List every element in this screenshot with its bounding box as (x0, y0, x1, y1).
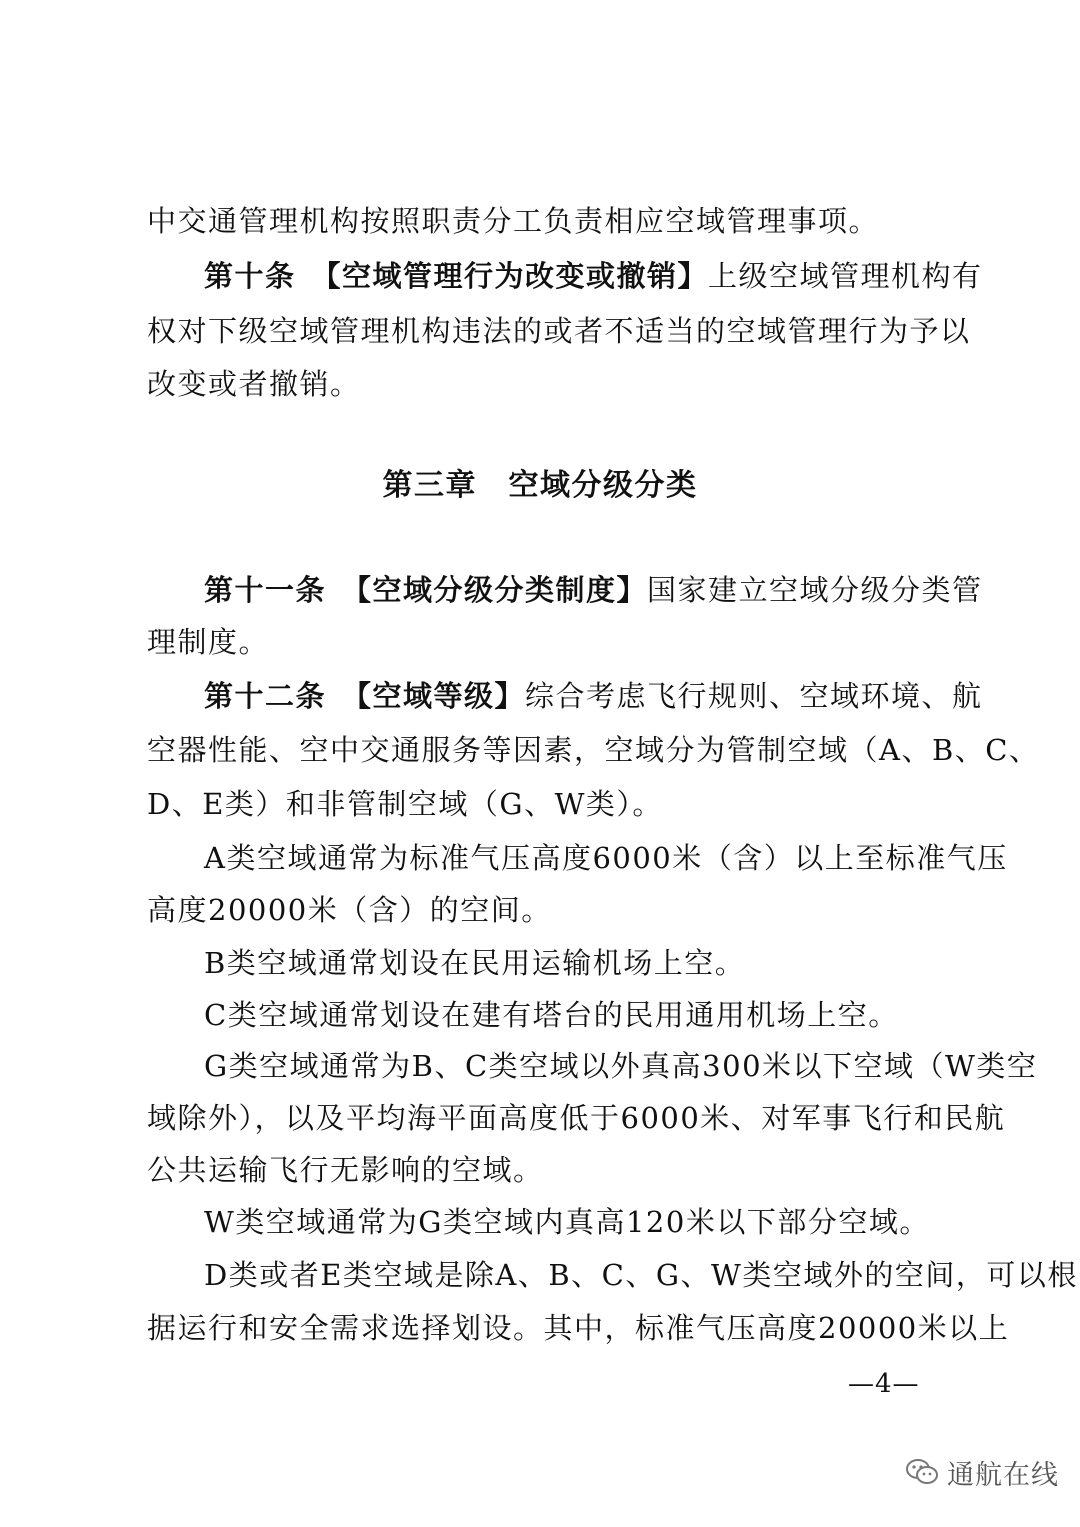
article-10-title: 第十条 【空域管理行为改变或撤销】 (204, 259, 709, 293)
paragraph-line: 据运行和安全需求选择划设。其中，标准气压高度20000米以上 (147, 1311, 1010, 1345)
watermark (905, 1452, 1059, 1492)
article-11-title: 第十一条 【空域分级分类制度】 (204, 573, 648, 607)
paragraph-line: 公共运输飞行无影响的空域。 (147, 1153, 544, 1187)
wechat-icon (905, 1457, 939, 1487)
paragraph-line: 改变或者撤销。 (147, 367, 361, 401)
paragraph-line: C类空域通常划设在建有塔台的民用通用机场上空。 (204, 998, 899, 1032)
paragraph-line: 空器性能、空中交通服务等因素，空域分为管制空域（A、B、C、 (147, 733, 1040, 767)
paragraph-line: G类空域通常为B、C类空域以外真高300米以下空域（W类空 (204, 1049, 1038, 1083)
paragraph-line: A类空域通常为标准气压高度6000米（含）以上至标准气压 (204, 841, 1008, 875)
paragraph-line: 中交通管理机构按照职责分工负责相应空域管理事项。 (147, 204, 880, 238)
article-10-line (204, 256, 983, 296)
watermark-text: 通航在线 (947, 1459, 1059, 1491)
article-11-text: 国家建立空域分级分类管 (647, 573, 983, 607)
article-11-line (204, 570, 983, 610)
chapter-heading: 第三章 空域分级分类 (382, 468, 698, 503)
article-12-title: 第十二条 【空域等级】 (204, 679, 526, 713)
paragraph-line: 理制度。 (147, 625, 270, 659)
paragraph-line: 高度20000米（含）的空间。 (147, 893, 552, 927)
article-10-text: 上级空域管理机构有 (708, 259, 983, 293)
paragraph-line: D类或者E类空域是除A、B、C、G、W类空域外的空间，可以根 (204, 1258, 1078, 1292)
page-number: —4— (848, 1369, 920, 1399)
paragraph-line: D、E类）和非管制空域（G、W类）。 (147, 787, 663, 821)
paragraph-line: 权对下级空域管理机构违法的或者不适当的空域管理行为予以 (147, 314, 971, 348)
paragraph-line: W类空域通常为G类空域内真高120米以下部分空域。 (204, 1205, 930, 1239)
paragraph-line: B类空域通常划设在民用运输机场上空。 (204, 946, 746, 980)
paragraph-line: 域除外），以及平均海平面高度低于6000米、对军事飞行和民航 (147, 1101, 1006, 1135)
article-12-line (204, 676, 983, 716)
article-12-text: 综合考虑飞行规则、空域环境、航 (525, 679, 983, 713)
